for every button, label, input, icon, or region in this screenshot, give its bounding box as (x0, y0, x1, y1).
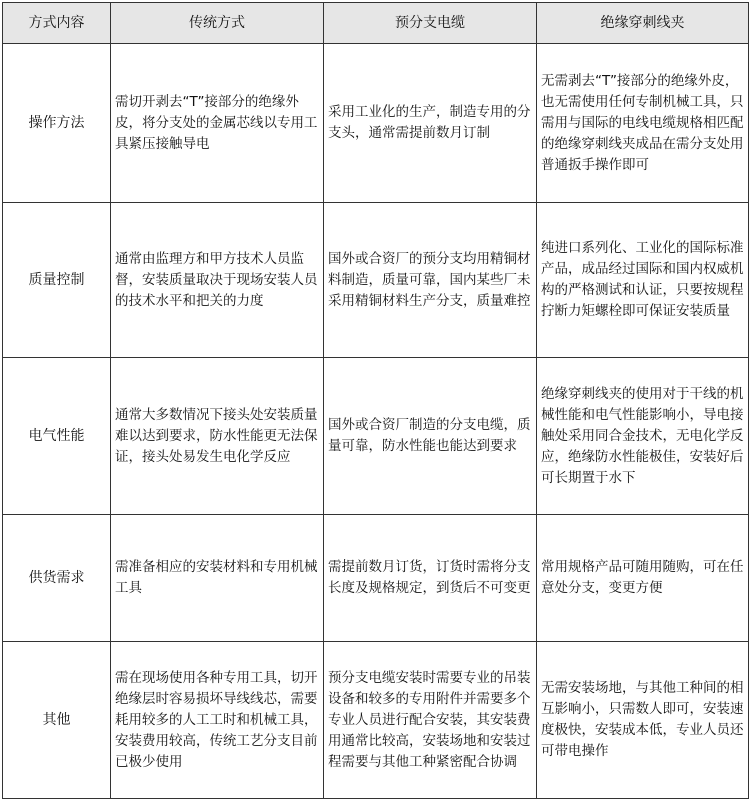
table-cell: 国外或合资厂制造的分支电缆，质量可靠，防水性能也能达到要求 (324, 358, 537, 515)
table-row (3, 358, 749, 515)
table-cell: 需在现场使用各种专用工具，切开绝缘层时容易损坏导线线芯，需要耗用较多的人工工时和机械工具，安装费用较高，传统工艺分支目前已极少使用 (111, 642, 324, 799)
table-cell: 需提前数月订货，订货时需将分支长度及规格规定，到货后不可变更 (324, 515, 537, 642)
table-cell: 无需剥去“T”接部分的绝缘外皮，也无需使用任何专制机械工具，只需用与国际的电线电缆规格相匹配的绝缘穿刺线夹成品在需分支处用普通扳手操作即可 (537, 44, 749, 203)
table-cell: 常用规格产品可随用随购，可在任意处分支，变更方便 (537, 515, 749, 642)
table-cell: 无需安装场地，与其他工种间的相互影响小，只需数人即可，安装速度极快，安装成本低，专业人员还可带电操作 (537, 642, 749, 799)
header-traditional: 传统方式 (111, 3, 324, 44)
table-cell: 纯进口系列化、工业化的国际标准产品，成品经过国际和国内权威机构的严格测试和认证，只要按规程拧断力矩螺栓即可保证安装质量 (537, 203, 749, 358)
table-cell: 需准备相应的安装材料和专用机械工具 (111, 515, 324, 642)
comparison-table (2, 2, 749, 799)
header-method-content: 方式内容 (3, 3, 111, 44)
table-cell: 国外或合资厂的预分支均用精铜材料制造，质量可靠，国内某些厂未采用精铜材料生产分支，质量难控 (324, 203, 537, 358)
row-label: 其他 (3, 642, 111, 799)
table-cell: 预分支电缆安装时需要专业的吊装设备和较多的专用附件并需要多个专业人员进行配合安装，其安装费用通常比较高，安装场地和安装过程需要与其他工种紧密配合协调 (324, 642, 537, 799)
table-cell: 采用工业化的生产，制造专用的分支头，通常需提前数月订制 (324, 44, 537, 203)
header-row (3, 3, 749, 44)
row-label: 质量控制 (3, 203, 111, 358)
table-row (3, 203, 749, 358)
table-cell: 通常大多数情况下接头处安装质量难以达到要求，防水性能更无法保证，接头处易发生电化学反应 (111, 358, 324, 515)
row-label: 电气性能 (3, 358, 111, 515)
header-prefab-branch-cable: 预分支电缆 (324, 3, 537, 44)
table-cell: 通常由监理方和甲方技术人员监督，安装质量取决于现场安装人员的技术水平和把关的力度 (111, 203, 324, 358)
table-row (3, 642, 749, 799)
row-label: 操作方法 (3, 44, 111, 203)
header-insulation-piercing-clamp: 绝缘穿刺线夹 (537, 3, 749, 44)
table-cell: 需切开剥去“T”接部分的绝缘外皮，将分支处的金属芯线以专用工具紧压接触导电 (111, 44, 324, 203)
table-row (3, 515, 749, 642)
row-label: 供货需求 (3, 515, 111, 642)
table-cell: 绝缘穿刺线夹的使用对于干线的机械性能和电气性能影响小，导电接触处采用同合金技术，无电化学反应，绝缘防水性能极佳，安装好后可长期置于水下 (537, 358, 749, 515)
table-row (3, 44, 749, 203)
